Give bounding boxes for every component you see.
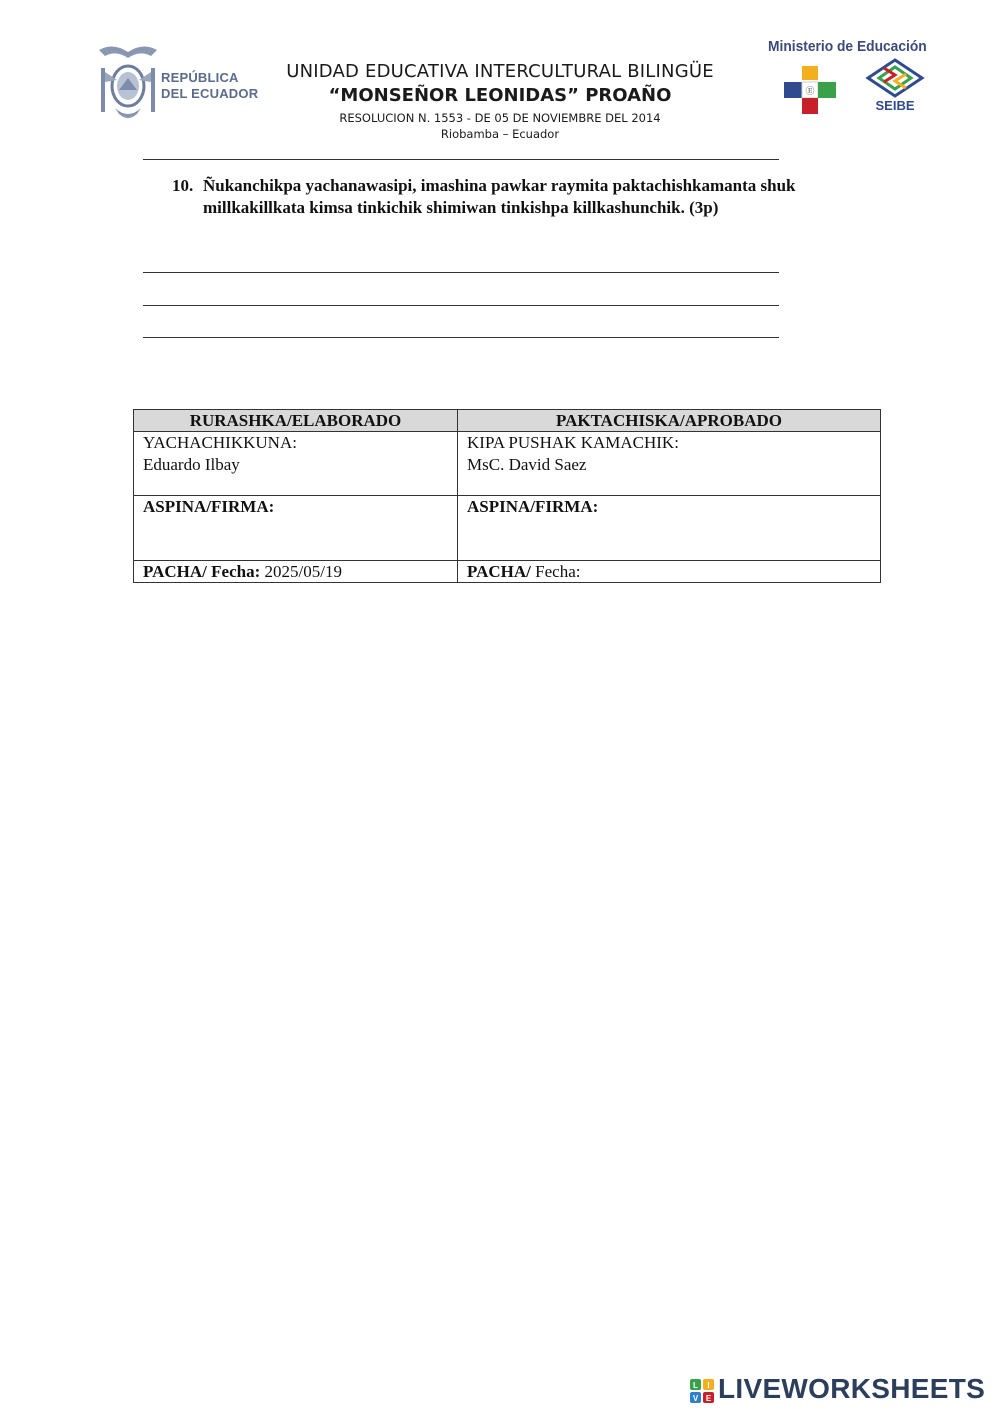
- firma-label: ASPINA/FIRMA:: [467, 497, 599, 516]
- header-elaborado: RURASHKA/ELABORADO: [134, 410, 458, 432]
- question-text: [203, 175, 863, 219]
- ministry-logo: [782, 66, 838, 116]
- watermark-text: LIVEWORKSHEETS: [718, 1373, 986, 1404]
- liveworksheets-icon: [690, 1379, 714, 1403]
- chakana-cross-icon: [782, 66, 838, 116]
- icon-letter: L: [693, 1381, 698, 1390]
- answer-line[interactable]: [143, 337, 779, 338]
- logo-text-line: REPÚBLICA: [161, 70, 239, 85]
- fecha-label-bold: PACHA/: [467, 562, 531, 581]
- icon-letter: E: [705, 1394, 712, 1403]
- seibe-text: SEIBE: [875, 98, 915, 113]
- aprobado-cell: [458, 432, 881, 496]
- coat-of-arms-icon: [95, 42, 161, 122]
- fecha-label: Fecha:: [535, 562, 581, 581]
- table-header-row: [134, 410, 881, 432]
- fecha-cell-right[interactable]: [458, 561, 881, 583]
- signature-table: [133, 409, 881, 583]
- ministry-title: Ministerio de Educación: [768, 38, 927, 55]
- firma-cell-left[interactable]: [134, 496, 458, 561]
- elaborado-role: YACHACHIKKUNA:: [143, 433, 297, 452]
- fecha-value: 2025/05/19: [264, 562, 342, 581]
- fecha-label: PACHA/ Fecha:: [143, 562, 261, 581]
- header-divider: [143, 159, 779, 160]
- table-row: [134, 561, 881, 583]
- table-row: [134, 496, 881, 561]
- svg-text:Ⓔ: Ⓔ: [805, 86, 815, 96]
- aprobado-role: KIPA PUSHAK KAMACHIK:: [467, 433, 679, 452]
- elaborado-name: Eduardo Ilbay: [143, 455, 240, 474]
- school-header: [240, 60, 760, 142]
- resolution-text: RESOLUCION N. 1553 - DE 05 DE NOVIEMBRE DEL 2014: [339, 111, 661, 125]
- question-text-line: millkakillkata kimsa tinkichik shimiwan tinkishpa killkashunchik. (3p): [203, 198, 719, 217]
- question-text-line: Ñukanchikpa yachanawasipi, imashina pawkar raymita paktachishkamanta shuk: [203, 176, 796, 195]
- city-text: Riobamba – Ecuador: [440, 127, 560, 141]
- aprobado-name: MsC. David Saez: [467, 455, 587, 474]
- republica-ecuador-logo: [95, 42, 259, 122]
- elaborado-cell: [134, 432, 458, 496]
- icon-letter: I: [707, 1381, 710, 1390]
- logo-text-line: DEL ECUADOR: [161, 86, 259, 101]
- seibe-logo: [864, 58, 926, 114]
- firma-cell-right[interactable]: [458, 496, 881, 561]
- school-type: UNIDAD EDUCATIVA INTERCULTURAL BILINGÜE: [286, 61, 714, 82]
- answer-line[interactable]: [143, 305, 779, 306]
- question-number: 10.: [172, 176, 194, 195]
- firma-label: ASPINA/FIRMA:: [143, 497, 275, 516]
- table-row: [134, 432, 881, 496]
- seibe-pattern-icon: [864, 58, 926, 98]
- icon-letter: V: [692, 1394, 699, 1403]
- header-aprobado: PAKTACHISKA/APROBADO: [458, 410, 881, 432]
- fecha-cell-left: [134, 561, 458, 583]
- answer-line[interactable]: [143, 272, 779, 273]
- school-name: “MONSEÑOR LEONIDAS” PROAÑO: [328, 85, 672, 106]
